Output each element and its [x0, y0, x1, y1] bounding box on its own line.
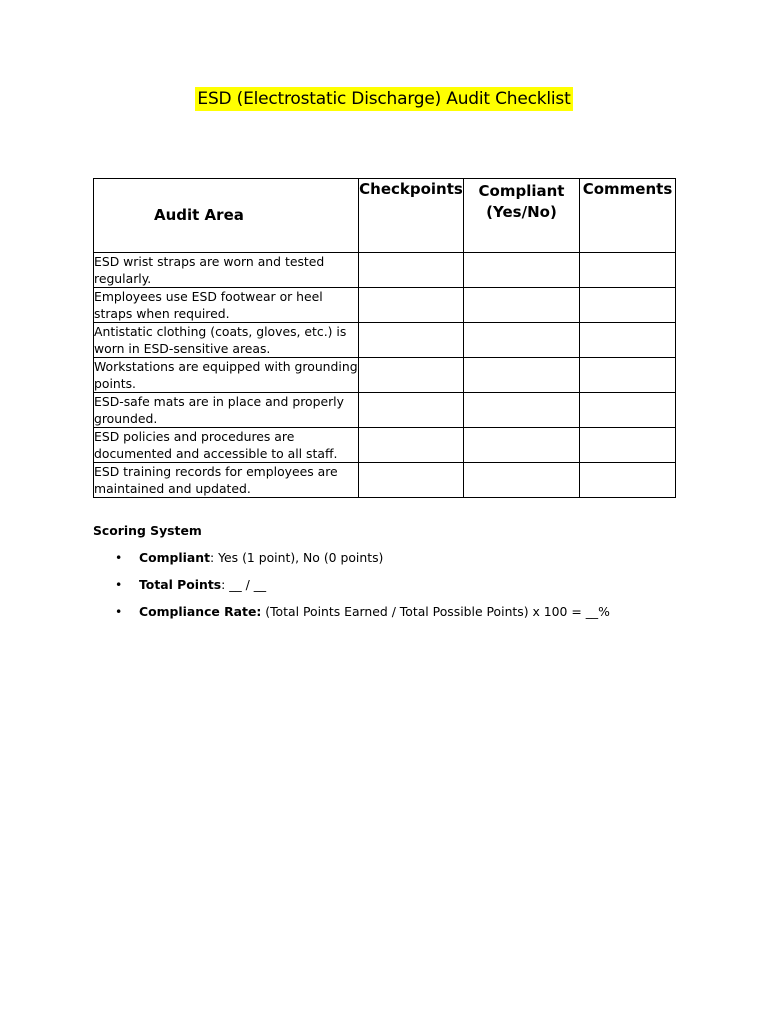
header-comments: Comments: [580, 179, 676, 253]
comments-cell[interactable]: [580, 253, 676, 288]
table-row: [94, 323, 676, 358]
audit-area-cell: ESD wrist straps are worn and tested regularly.: [94, 253, 359, 288]
compliant-cell[interactable]: [464, 393, 580, 428]
table-row: [94, 288, 676, 323]
audit-area-cell: Workstations are equipped with grounding points.: [94, 359, 358, 391]
compliant-cell[interactable]: [464, 288, 580, 323]
checkpoints-cell[interactable]: [359, 428, 464, 463]
comments-cell[interactable]: [580, 393, 676, 428]
list-item: [93, 603, 610, 630]
bullet-icon: •: [115, 604, 123, 619]
scoring-item-label: Compliance Rate:: [139, 604, 262, 619]
table-row: [94, 358, 676, 393]
scoring-system-heading: Scoring System: [93, 523, 202, 538]
bullet-icon: •: [115, 577, 123, 592]
checkpoints-cell[interactable]: [359, 358, 464, 393]
scoring-item-label: Total Points: [139, 577, 222, 592]
scoring-item-text: __ / __: [225, 577, 267, 592]
audit-area-cell: ESD policies and procedures are documented and accessible to all staff.: [94, 428, 359, 463]
title-container: [0, 87, 768, 111]
comments-cell[interactable]: [580, 358, 676, 393]
table-row: [94, 428, 676, 463]
scoring-item-text: Yes (1 point), No (0 points): [214, 550, 384, 565]
bullet-icon: •: [115, 550, 123, 565]
checkpoints-cell[interactable]: [359, 288, 464, 323]
compliant-cell[interactable]: [464, 323, 580, 358]
comments-cell[interactable]: [580, 288, 676, 323]
audit-area-cell: Employees use ESD footwear or heel straps when required.: [94, 288, 359, 323]
audit-area-cell: Antistatic clothing (coats, gloves, etc.) is worn in ESD-sensitive areas.: [94, 323, 359, 358]
header-checkpoints: Checkpoints: [359, 179, 464, 253]
compliant-cell[interactable]: [464, 428, 580, 463]
audit-checklist-table: [93, 178, 676, 498]
header-compliant-line2: (Yes/No): [486, 203, 557, 221]
scoring-list: [93, 549, 610, 630]
comments-cell[interactable]: [580, 463, 676, 498]
checkpoints-cell[interactable]: [359, 323, 464, 358]
compliant-cell[interactable]: [464, 253, 580, 288]
table-header-row: [94, 179, 676, 253]
scoring-item-text: (Total Points Earned / Total Possible Points) x 100 = __%: [261, 604, 610, 619]
table-row: [94, 393, 676, 428]
checkpoints-cell[interactable]: [359, 253, 464, 288]
checkpoints-cell[interactable]: [359, 463, 464, 498]
list-item: [93, 549, 610, 576]
table-row: [94, 463, 676, 498]
compliant-cell[interactable]: [464, 463, 580, 498]
list-item: [93, 576, 610, 603]
table-row: [94, 253, 676, 288]
comments-cell[interactable]: [580, 428, 676, 463]
header-compliant-line1: Compliant: [478, 182, 565, 200]
document-title: ESD (Electrostatic Discharge) Audit Checklist: [197, 89, 571, 109]
comments-cell[interactable]: [580, 323, 676, 358]
header-compliant: [464, 179, 580, 253]
scoring-item-separator: :: [221, 577, 226, 592]
compliant-cell[interactable]: [464, 358, 580, 393]
checkpoints-cell[interactable]: [359, 393, 464, 428]
audit-area-cell: ESD-safe mats are in place and properly grounded.: [94, 393, 359, 428]
scoring-item-label: Compliant: [139, 550, 210, 565]
audit-area-cell: ESD training records for employees are maintained and updated.: [94, 463, 359, 498]
scoring-item-separator: :: [210, 550, 215, 565]
header-audit-area: Audit Area: [94, 179, 359, 253]
